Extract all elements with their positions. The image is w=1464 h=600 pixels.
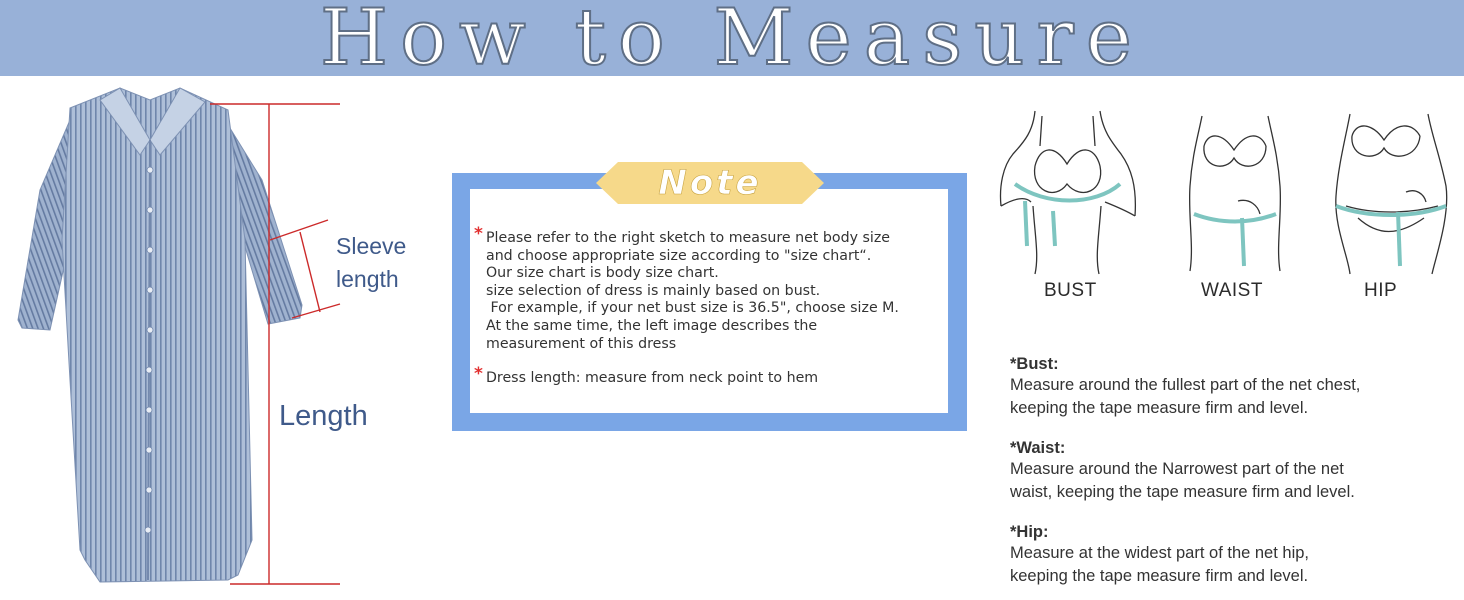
waist-sketch bbox=[1180, 106, 1290, 276]
waist-label: WAIST bbox=[1201, 280, 1263, 301]
note-bullet-star-2: * bbox=[474, 364, 483, 384]
note-line: measurement of this dress bbox=[486, 335, 677, 352]
page-title: How to Measure bbox=[320, 0, 1144, 83]
hip-instruction-title: *Hip: bbox=[1010, 523, 1049, 541]
hip-instruction-line: Measure at the widest part of the net hip, bbox=[1010, 544, 1310, 562]
sleeve-length-label bbox=[336, 230, 406, 296]
hip-instruction-line: keeping the tape measure firm and level. bbox=[1010, 567, 1309, 585]
waist-instruction-line: waist, keeping the tape measure firm and level. bbox=[1010, 483, 1355, 501]
note-paragraph-2 bbox=[486, 370, 956, 388]
note-bullet-star-1: * bbox=[474, 224, 483, 244]
hip-sketch bbox=[1328, 106, 1453, 276]
note-line: Dress length: measure from neck point to hem bbox=[486, 370, 819, 386]
note-line: At the same time, the left image describes the bbox=[486, 317, 818, 334]
bust-sketch bbox=[995, 106, 1140, 276]
length-label: Length bbox=[279, 400, 368, 432]
waist-instruction bbox=[1010, 438, 1355, 504]
note-line: size selection of dress is mainly based on bust. bbox=[486, 282, 821, 299]
waist-instruction-title: *Waist: bbox=[1010, 439, 1066, 457]
bust-instruction-line: Measure around the fullest part of the net chest, bbox=[1010, 376, 1361, 394]
measurement-guides bbox=[0, 0, 360, 600]
bust-instruction-line: keeping the tape measure firm and level. bbox=[1010, 399, 1309, 417]
hip-label: HIP bbox=[1364, 280, 1398, 301]
hip-instruction bbox=[1010, 522, 1309, 588]
waist-instruction-line: Measure around the Narrowest part of the net bbox=[1010, 460, 1344, 478]
bust-label: BUST bbox=[1044, 280, 1097, 301]
note-line: For example, if your net bust size is 36.5", choose size M. bbox=[486, 300, 899, 317]
note-banner-title: Note bbox=[658, 163, 762, 203]
note-paragraph-1 bbox=[486, 230, 956, 353]
sleeve-label-line2: length bbox=[336, 266, 399, 292]
bust-instruction-title: *Bust: bbox=[1010, 355, 1059, 373]
note-line: and choose appropriate size according to "size chart“. bbox=[486, 247, 872, 264]
bust-instruction bbox=[1010, 354, 1360, 420]
sleeve-label-line1: Sleeve bbox=[336, 233, 407, 259]
note-line: Please refer to the right sketch to measure net body size bbox=[486, 230, 890, 246]
note-line: Our size chart is body size chart. bbox=[486, 265, 719, 282]
